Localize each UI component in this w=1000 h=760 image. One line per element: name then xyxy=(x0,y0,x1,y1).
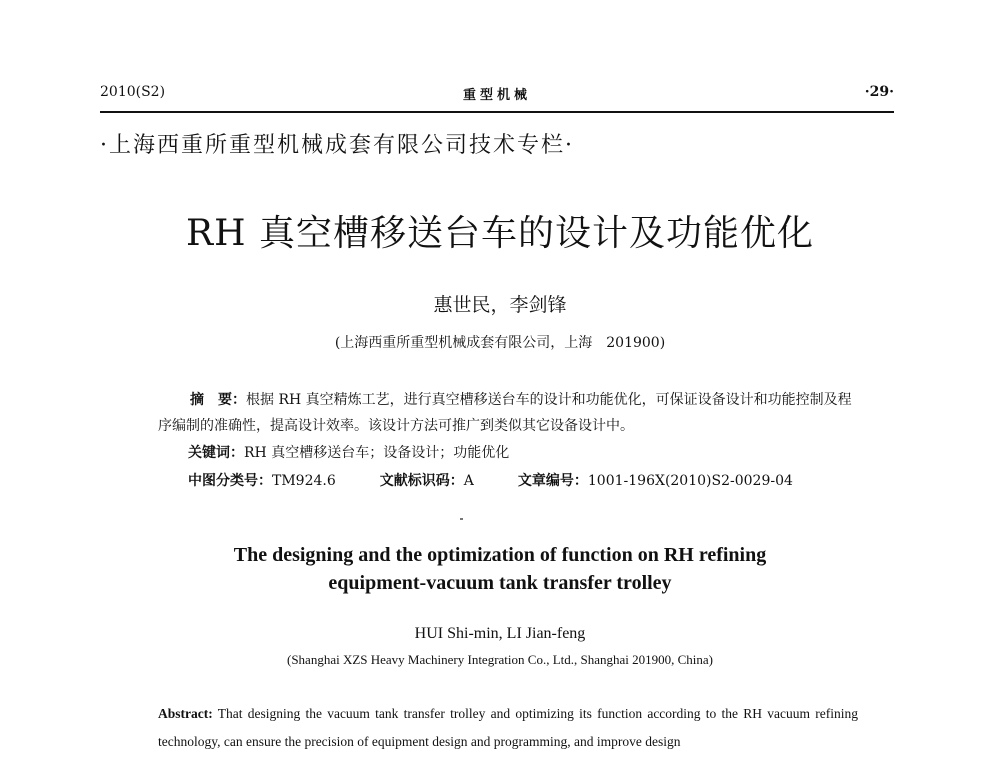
clc-label: 中图分类号： xyxy=(188,473,272,489)
abstract-cn-text: 根据 RH 真空精炼工艺，进行真空槽移送台车的设计和功能优化，可保证设备设计和功能控制及程序编制的准确性，提高设计效率。该设计方法可推广到类似其它设备设计中。 xyxy=(158,392,852,434)
abstract-cn-label: 摘 要： xyxy=(190,392,246,408)
abstract-cn xyxy=(158,387,858,439)
abstract-en-text: That designing the vacuum tank transfer trolley and optimizing its function according to the RH vacuum refining technology, can ensure the precision of equipment design and programming, and improve design xyxy=(158,706,858,749)
clc-value: TM924.6 xyxy=(272,473,336,489)
article-number-label: 文章编号： xyxy=(517,473,588,489)
affiliation-cn: (上海西重所重型机械成套有限公司，上海 201900) xyxy=(334,335,666,351)
keywords-cn-text: RH 真空槽移送台车；设备设计；功能优化 xyxy=(244,445,510,461)
keywords-cn xyxy=(188,442,509,462)
doc-code-label: 文献标识码： xyxy=(379,473,464,489)
classification-line xyxy=(188,470,793,490)
abstract-en-label: Abstract: xyxy=(158,706,213,721)
column-heading: ·上海西重所重型机械成套有限公司技术专栏· xyxy=(100,133,574,158)
keywords-cn-label: 关键词： xyxy=(188,445,244,461)
header-issue: 2010(S2) xyxy=(100,84,166,100)
authors-en: HUI Shi-min, LI Jian-feng xyxy=(414,625,586,642)
abstract-en xyxy=(158,700,858,756)
authors-cn: 惠世民，李剑锋 xyxy=(433,294,567,316)
scan-speck xyxy=(460,518,463,520)
doc-code-value: A xyxy=(463,473,474,489)
header-rule xyxy=(100,111,894,113)
paper-title-cn: RH 真空槽移送台车的设计及功能优化 xyxy=(186,213,814,254)
article-number-value: 1001-196X(2010)S2-0029-04 xyxy=(587,473,793,489)
affiliation-en: (Shanghai XZS Heavy Machinery Integration Co., Ltd., Shanghai 201900, China) xyxy=(286,652,714,667)
header-journal-name: 重型机械 xyxy=(462,88,531,103)
header-page-number: ·29· xyxy=(864,84,894,100)
paper-title-en: The designing and the optimization of function on RH refining equipment-vacuum tank transfer trolley xyxy=(233,544,767,594)
running-header xyxy=(100,84,894,108)
